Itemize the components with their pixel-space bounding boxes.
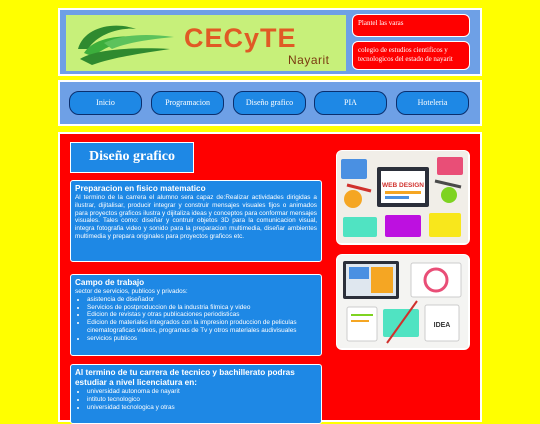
main-content: [58, 132, 482, 422]
list-item: • asistencia de diseñador: [87, 296, 317, 304]
section-heading: Campo de trabajo: [75, 278, 145, 287]
nav-programacion[interactable]: Programacion: [151, 91, 224, 115]
list-item: • universidad autonoma de nayarit: [87, 388, 317, 396]
nav-pia[interactable]: PIA: [314, 91, 387, 115]
section-body: Al termino de la carrera el alumno sera capaz de:Realizar actividades dirigidas a ilustrar, dijitalisar, producir integrar y construir mensajes visuales fijos o animados para proyectos graficos ilustra y dijitaliza ideas y conceptos para conformar mensajes visuales. Tales como: diseñar y contruir objetos 3D para la comunicacion visual, integra fotografia video y sonido para la preparacion multimedia, diseñar ambientes multimedia y prepara originales para proyectos graficos etc.: [75, 194, 317, 240]
logo-name: CECyTE: [184, 23, 297, 53]
section-heading: Al termino de tu carrera de tecnico y bachillerato podras estudiar a nivel licenciatura en:: [75, 368, 295, 387]
logo-state: Nayarit: [288, 53, 330, 67]
nav-hoteleria[interactable]: Hoteleria: [396, 91, 469, 115]
list-item: • Edicion de revistas y otras publicaciones periodisticas: [87, 311, 317, 319]
list-item: • universidad tecnologica y otras: [87, 404, 317, 412]
logo-swirl-icon: [74, 19, 184, 67]
design-desk-image: [336, 254, 470, 350]
nav-inicio[interactable]: Inicio: [69, 91, 142, 115]
list-item: • servicios publicos: [87, 335, 317, 343]
image-caption: WEB DESIGN: [382, 182, 424, 189]
work-list: [75, 296, 317, 343]
header-panel: [58, 8, 482, 76]
institution-label: colegio de estudios cientificos y tecnologicos del estado de nayarit: [352, 41, 470, 70]
web-design-image: [336, 150, 470, 245]
design-desk-illustration-icon: [337, 255, 468, 348]
section-intro: sector de servicios, publicos y privados:: [75, 288, 188, 295]
section-university: [70, 364, 322, 424]
section-heading: Preparacion en fisico matematico: [75, 184, 206, 193]
list-item: • Servicios de postproduccion de la industria filmica y video: [87, 304, 317, 312]
campus-label: Plantel las varas: [352, 14, 470, 37]
section-preparation: [70, 180, 322, 262]
nav-diseno-grafico[interactable]: Diseño grafico: [233, 91, 306, 115]
logo[interactable]: [66, 15, 346, 71]
page-title: Diseño grafico: [70, 142, 194, 173]
university-list: [75, 388, 317, 411]
web-design-illustration-icon: [337, 151, 468, 243]
section-work-field: [70, 274, 322, 356]
nav-bar: [58, 80, 482, 126]
list-item: • intituto tecnologico: [87, 396, 317, 404]
image-caption: IDEA: [433, 322, 451, 329]
list-item: • Edicion de materiales integrados con la impresion produccion de peliculas cinematograficas videos, programas de Tv y otros materiales audivisuales: [87, 319, 317, 335]
